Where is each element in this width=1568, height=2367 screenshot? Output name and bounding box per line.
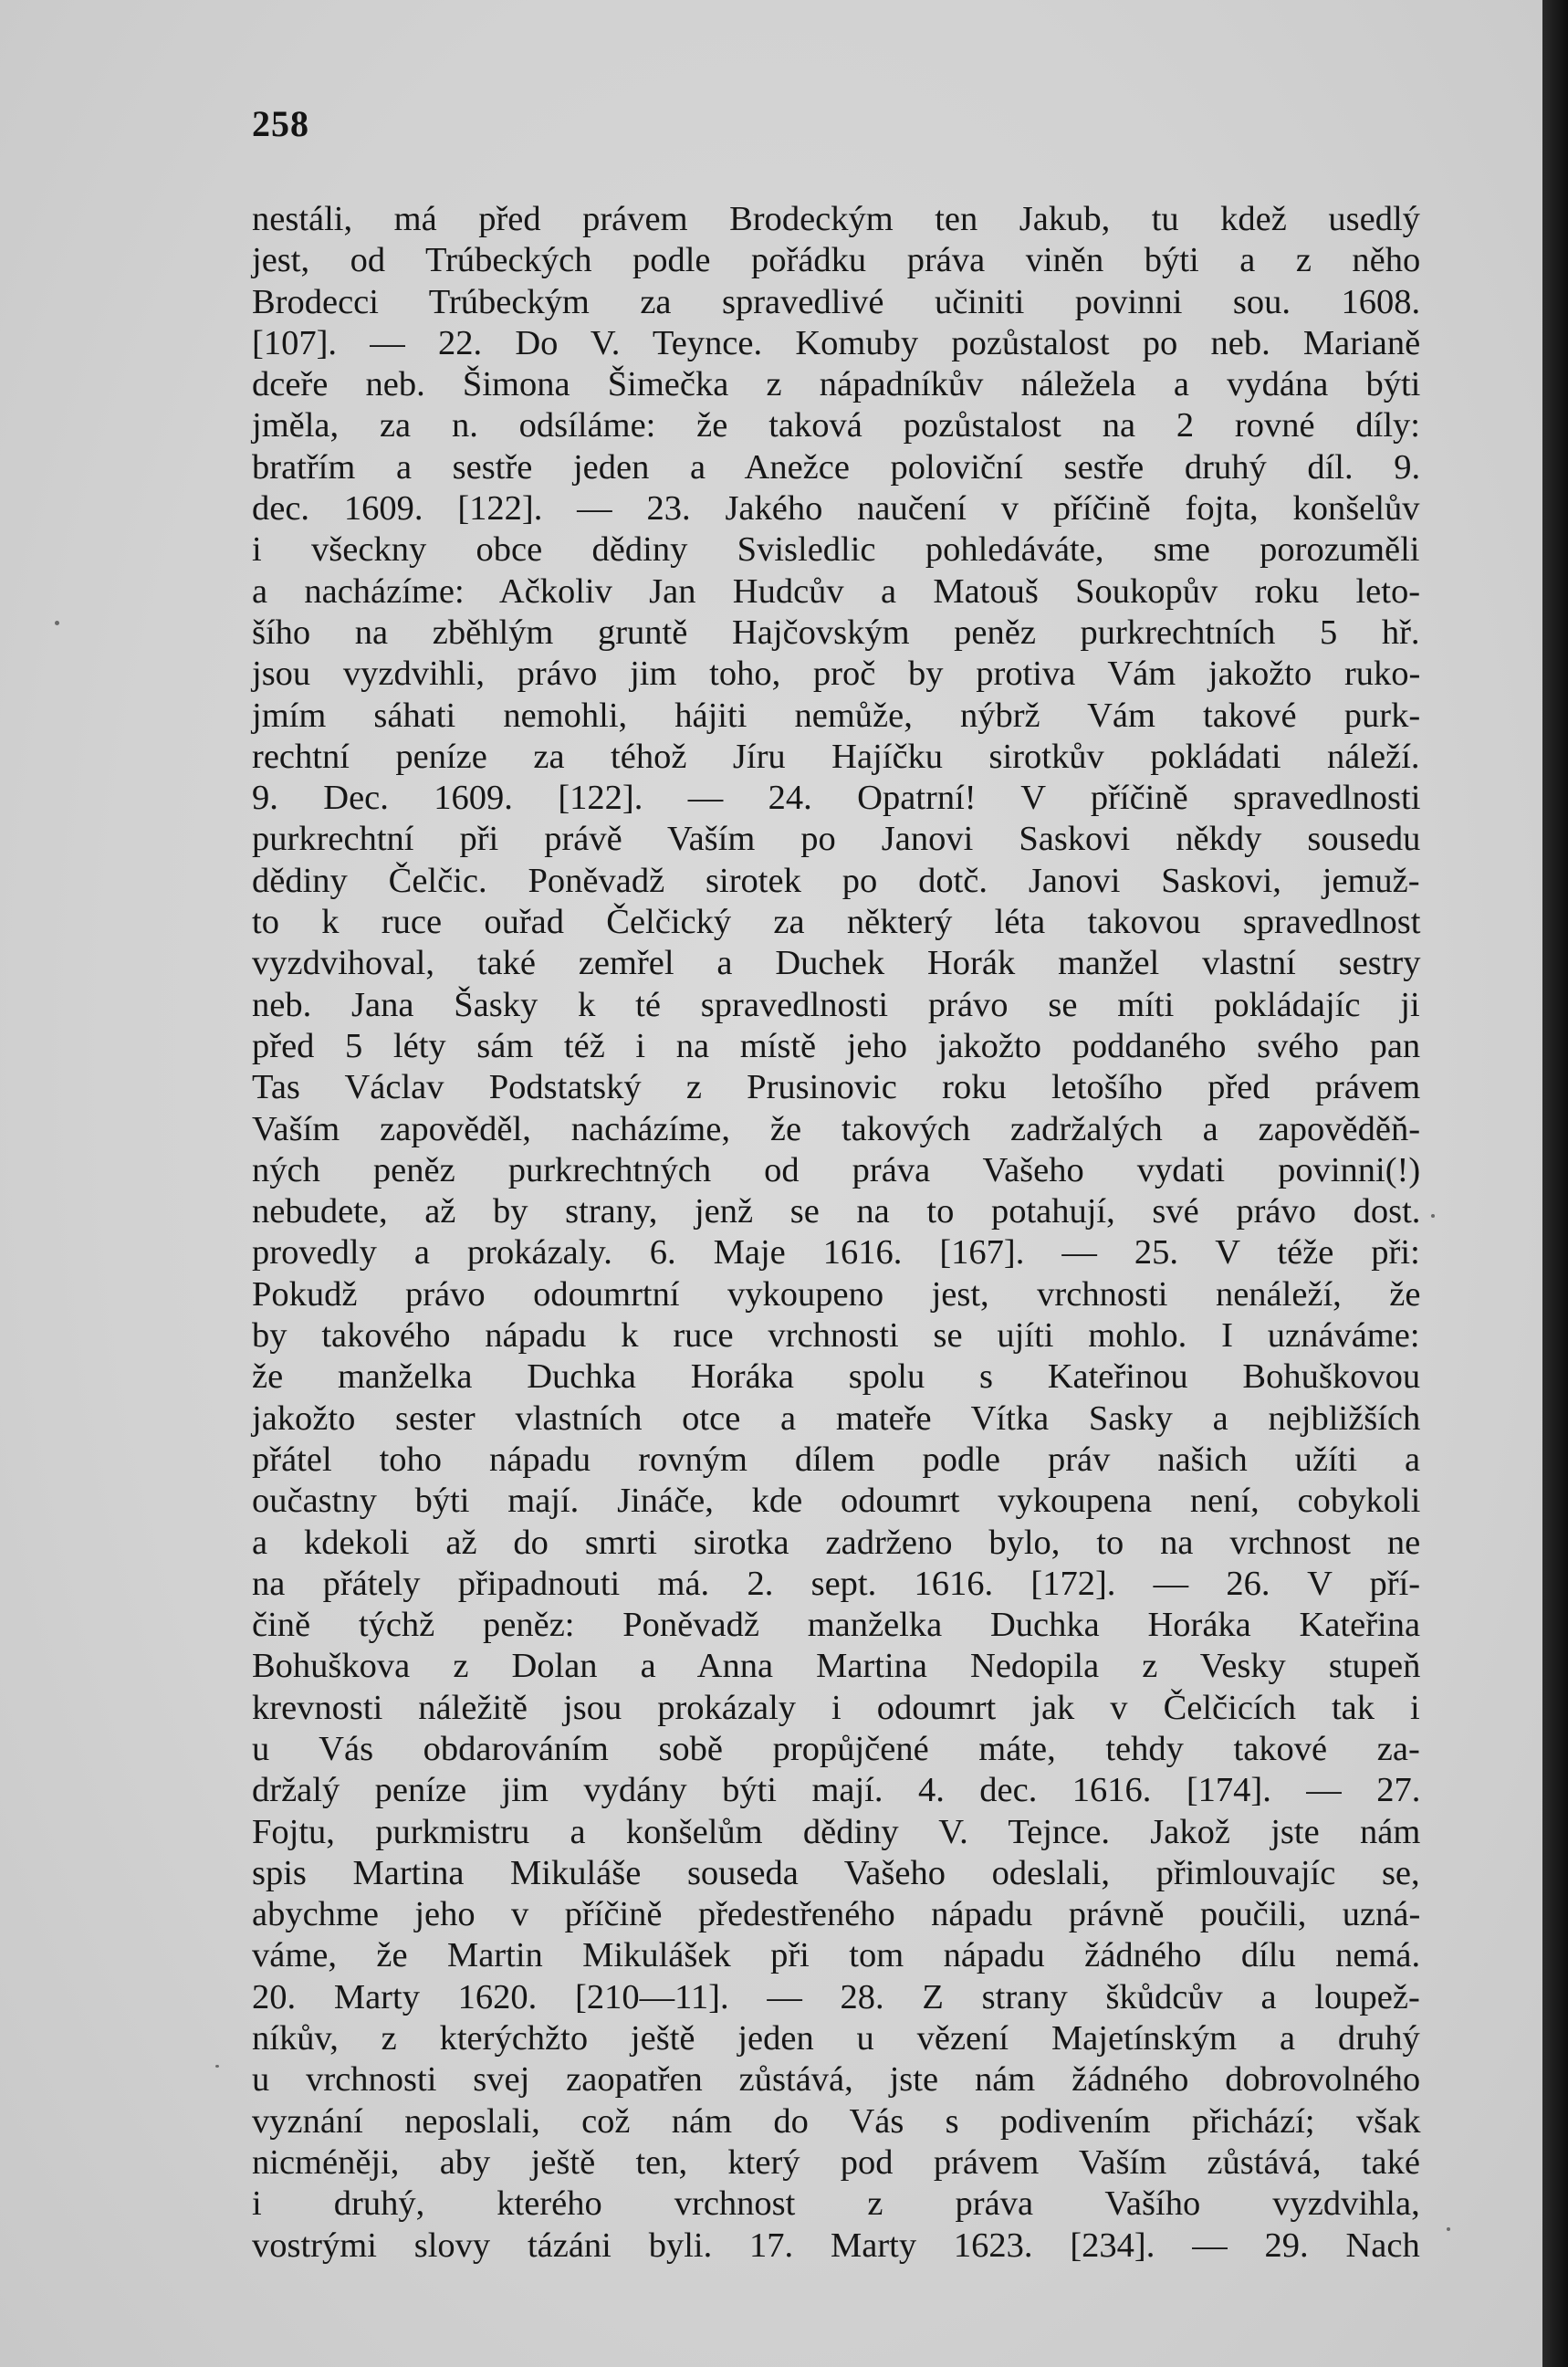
text-line: neb. Jana Šasky k té spravedlnosti právo se míti pokládajíc ji <box>252 985 1420 1024</box>
text-line: purkrechtní při právě Vaším po Janovi Saskovi někdy sousedu <box>252 820 1421 859</box>
text-line: čině týchž peněz: Poněvadž manželka Duchka Horáka Kateřina <box>252 1606 1421 1645</box>
text-line: Fojtu, purkmistru a konšelům dědiny V. Tejnce. Jakož jste nám <box>252 1812 1421 1851</box>
text-line: krevnosti náležitě jsou prokázaly i odoumrt jak v Čelčicích tak i <box>252 1688 1420 1727</box>
text-line: jmím sáhati nemohli, hájiti nemůže, nýbrž Vám takové purk- <box>252 696 1421 735</box>
text-line: spis Martina Mikuláše souseda Vašeho odeslali, přimlouvajíc se, <box>252 1853 1420 1892</box>
text-line: níkův, z kterýchžto ještě jeden u vězení Majetínským a druhý <box>252 2019 1420 2058</box>
text-line: by takového nápadu k ruce vrchnosti se ujíti mohlo. I uznáváme: <box>252 1316 1420 1356</box>
text-line: nestáli, má před právem Brodeckým ten Jakub, tu kdež usedlý <box>252 200 1420 238</box>
body-text <box>252 199 1420 2267</box>
text-line: dec. 1609. [122]. — 23. Jakého naučení v příčině fojta, konšelův <box>252 489 1420 529</box>
text-line: přátel toho nápadu rovným dílem podle práv našich užíti a <box>252 1440 1421 1479</box>
text-line: vyzdvihoval, také zemřel a Duchek Horák manžel vlastní sestry <box>252 944 1421 983</box>
scan-speck <box>1447 2227 1450 2231</box>
text-line: Pokudž právo odoumrtní vykoupeno jest, vrchnosti nenáleží, že <box>252 1274 1421 1314</box>
text-line: dědiny Čelčic. Poněvadž sirotek po dotč. Janovi Saskovi, jemuž- <box>252 861 1420 900</box>
text-line: a kdekoli až do smrti sirotka zadrženo bylo, to na vrchnost ne <box>252 1523 1421 1562</box>
text-line: jakožto sester vlastních otce a mateře Vítka Sasky a nejbližších <box>252 1398 1421 1438</box>
text-line: Tas Václav Podstatský z Prusinovic roku letošího před právem <box>252 1068 1421 1107</box>
text-line: váme, že Martin Mikulášek při tom nápadu žádného dílu nemá. <box>252 1936 1421 1975</box>
text-line: držalý peníze jim vydány býti mají. 4. dec. 1616. [174]. — 27. <box>252 1771 1421 1810</box>
text-line: [107]. — 22. Do V. Teynce. Komuby pozůstalost po neb. Marianě <box>252 323 1421 362</box>
text-line: vyznání neposlali, což nám do Vás s podivením přichází; však <box>252 2101 1421 2141</box>
text-line: nicméněji, aby ještě ten, který pod právem Vaším zůstává, také <box>252 2142 1420 2182</box>
text-line: rechtní peníze za téhož Jíru Hajíčku sirotkův pokládati náleží. <box>252 737 1420 776</box>
text-line: i všeckny obce dědiny Svisledlic pohledáváte, sme porozuměli <box>252 530 1420 570</box>
scan-speck <box>55 621 59 625</box>
text-line: vostrými slovy tázáni byli. 17. Marty 1623. [234]. — 29. Nach <box>252 2226 1420 2265</box>
text-line: Bohuškova z Dolan a Anna Martina Nedopila z Vesky stupeň <box>252 1647 1421 1686</box>
text-line: před 5 léty sám též i na místě jeho jakožto poddaného svého pan <box>252 1026 1421 1065</box>
text-line: abychme jeho v příčině předestřeného nápadu právně poučili, uzná- <box>252 1895 1421 1934</box>
text-line: na přátely připadnouti má. 2. sept. 1616. [172]. — 26. V pří- <box>252 1564 1421 1603</box>
text-line: jsou vyzdvihli, právo jim toho, proč by protiva Vám jakožto ruko- <box>252 655 1421 694</box>
text-line: a nacházíme: Ačkoliv Jan Hudcův a Matouš Soukopův roku leto- <box>252 571 1421 611</box>
text-line: jměla, za n. odsíláme: že taková pozůstalost na 2 rovné díly: <box>252 406 1421 445</box>
text-line: i druhý, kterého vrchnost z práva Vašího vyzdvihla, <box>252 2184 1420 2224</box>
text-line: to k ruce ouřad Čelčický za některý léta takovou spravedlnost <box>252 903 1421 942</box>
scan-edge <box>1542 0 1568 2367</box>
text-line: 9. Dec. 1609. [122]. — 24. Opatrní! V příčině spravedlnosti <box>252 779 1421 818</box>
text-line: Vaším zapověděl, nacházíme, že takových zadržalých a zapověděň- <box>252 1109 1421 1148</box>
text-line: šího na zběhlým gruntě Hajčovským peněz purkrechtních 5 hř. <box>252 613 1420 652</box>
text-line: nebudete, až by strany, jenž se na to potahují, své právo dost. <box>252 1192 1421 1231</box>
text-line: provedly a prokázaly. 6. Maje 1616. [167]. — 25. V téže při: <box>252 1233 1420 1273</box>
text-line: u Vás obdarováním sobě propůjčené máte, tehdy takové za- <box>252 1729 1420 1768</box>
text-line: u vrchnosti svej zaopatřen zůstává, jste nám žádného dobrovolného <box>252 2060 1421 2100</box>
text-line: že manželka Duchka Horáka spolu s Kateřinou Bohuškovou <box>252 1357 1421 1397</box>
text-line: ných peněz purkrechtných od práva Vašeho vydati povinni(!) <box>252 1150 1421 1189</box>
text-line: bratřím a sestře jeden a Anežce poloviční sestře druhý díl. 9. <box>252 447 1421 487</box>
scan-speck <box>1431 1214 1435 1218</box>
page-number: 258 <box>252 103 309 144</box>
text-line: oučastny býti mají. Jináče, kde odoumrt vykoupena není, cobykoli <box>252 1482 1421 1521</box>
scan-speck <box>215 2065 219 2068</box>
text-line: dceře neb. Šimona Šimečka z nápadníkův náležela a vydána býti <box>252 365 1421 404</box>
text-line: jest, od Trúbeckých podle pořádku práva viněn býti a z něho <box>252 241 1421 280</box>
text-line: Brodecci Trúbeckým za spravedlivé učiniti povinni sou. 1608. <box>252 282 1421 321</box>
text-line: 20. Marty 1620. [210—11]. — 28. Z strany škůdcův a loupež- <box>252 1977 1420 2016</box>
